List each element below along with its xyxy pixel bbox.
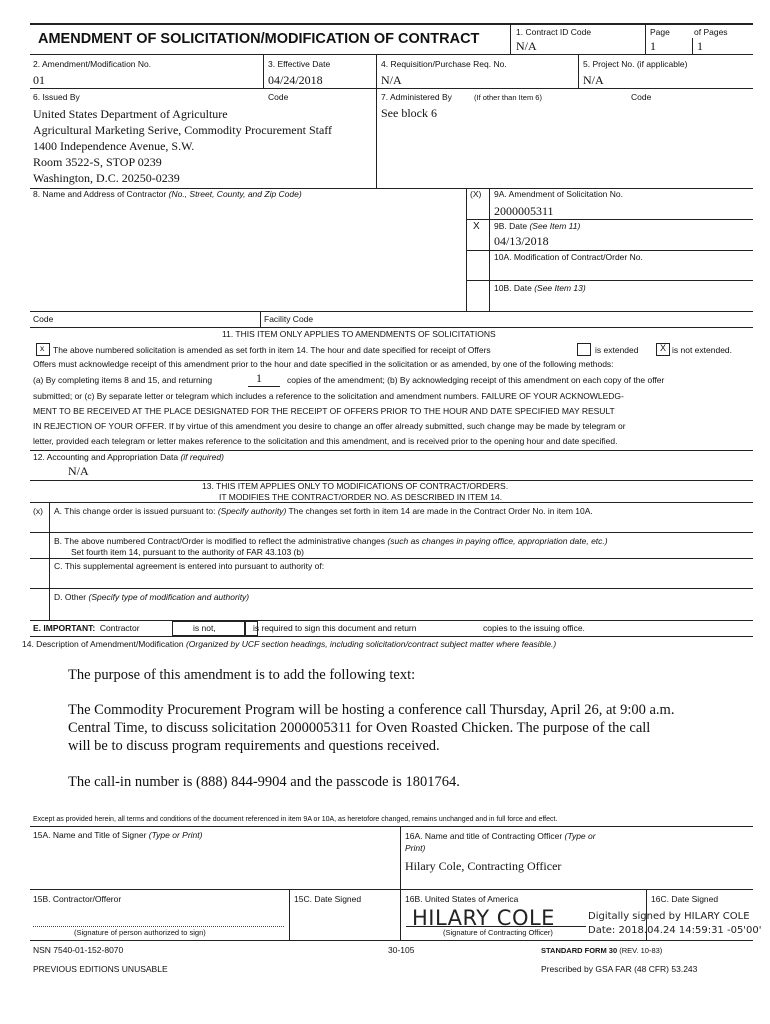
- description-para-1: The purpose of this amendment is to add the following text:: [68, 667, 416, 683]
- previous-editions: PREVIOUS EDITIONS UNUSABLE: [33, 964, 168, 974]
- item-11-line3b: copies of the amendment; (b) By acknowledging receipt of this amendment on each copy of the offer: [287, 375, 665, 385]
- date-9b-label: 9B. Date (See Item 11): [494, 221, 581, 231]
- contractor-date-label: 15C. Date Signed: [294, 894, 362, 904]
- item-13-x-header: (x): [33, 506, 43, 516]
- amendment-no-value: 01: [33, 73, 45, 87]
- solicitation-no-value: 2000005311: [494, 204, 554, 218]
- line: [30, 450, 753, 451]
- modification-no-label: 10A. Modification of Contract/Order No.: [494, 252, 643, 262]
- requisition-value: N/A: [381, 73, 402, 87]
- issued-code-label: Code: [268, 92, 289, 102]
- copies-to-office-label: copies to the issuing office.: [483, 623, 585, 633]
- contractor-code-label: Code: [33, 314, 54, 324]
- line: [263, 54, 264, 88]
- line: [466, 250, 753, 251]
- contract-id-label: 1. Contract ID Code: [516, 27, 592, 37]
- issued-by-label: 6. Issued By: [33, 92, 80, 102]
- important-label: E. IMPORTANT: Contractor: [33, 623, 140, 633]
- line: [578, 54, 579, 88]
- line: [30, 620, 753, 621]
- line: [30, 636, 753, 637]
- item-11-title: 11. THIS ITEM ONLY APPLIES TO AMENDMENTS OF SOLICITATIONS: [222, 329, 496, 339]
- except-clause: Except as provided herein, all terms and conditions of the document referenced in item 9A or 10A, as heretofore changed, remains unchanged and in full force and effect.: [33, 816, 558, 823]
- line: [510, 23, 511, 54]
- description-para-2-line-2: Central Time, to discuss solicitation 2000005311 for Oven Roasted Chicken. The purpose of the call: [68, 720, 651, 736]
- project-no-value: N/A: [583, 73, 604, 87]
- form-code: 30-105: [388, 945, 415, 955]
- contractor-label: 8. Name and Address of Contractor (No., Street, County, and Zip Code): [33, 189, 302, 199]
- line: [692, 38, 693, 54]
- line: [289, 889, 290, 940]
- administered-by-value: See block 6: [381, 106, 437, 120]
- contract-id-value: N/A: [516, 39, 537, 53]
- accounting-value: N/A: [68, 464, 89, 478]
- line: [248, 386, 280, 387]
- line: [30, 54, 753, 55]
- item-13b-text: B. The above numbered Contract/Order is modified to reflect the administrative changes (such as changes in paying office, appropriation date, etc.): [54, 536, 608, 546]
- date-10b-label: 10B. Date (See Item 13): [494, 283, 586, 293]
- date-9b-value: 04/13/2018: [494, 234, 549, 248]
- item-11-line1: The above numbered solicitation is amended as set forth in item 14. The hour and date specified for receipt of Offers: [53, 345, 491, 355]
- form-title: AMENDMENT OF SOLICITATION/MODIFICATION OF CONTRACT: [38, 31, 480, 47]
- administered-by-label: 7. Administered By: [381, 92, 452, 102]
- contractor-offeror-label: 15B. Contractor/Offeror: [33, 894, 122, 904]
- line: [30, 532, 753, 533]
- effective-date-label: 3. Effective Date: [268, 59, 331, 69]
- extended-checkbox[interactable]: [577, 343, 591, 356]
- digital-signature-stamp: Digitally signed by HILARY COLE Date: 2018.04.24 14:59:31 -05'00': [588, 911, 762, 936]
- line: [49, 502, 50, 620]
- line: [30, 502, 753, 503]
- contracting-officer-label: 16A. Name and title of Contracting Officer (Type or: [405, 831, 596, 841]
- line: [376, 54, 377, 188]
- item-11-line3a: (a) By completing items 8 and 15, and returning: [33, 375, 213, 385]
- administered-note: (If other than Item 6): [474, 93, 542, 102]
- is-required-label: is required to sign this document and return: [253, 623, 417, 633]
- item-13b-authority: Set fourth item 14, pursuant to the authority of FAR 43.103 (b): [71, 547, 304, 557]
- not-extended-label: is not extended.: [672, 345, 733, 355]
- administered-code-label: Code: [631, 92, 652, 102]
- line: [30, 889, 753, 890]
- description-para-2-line-1: The Commodity Procurement Program will be hosting a conference call Thursday, April 26, at 9:00 a.m.: [68, 702, 675, 718]
- contractor-signature-line[interactable]: [33, 926, 284, 927]
- usa-label: 16B. United States of America: [405, 894, 519, 904]
- item-11-line7: letter, provided each telegram or letter makes reference to the solicitation and this amendment, and is received prior to the opening hour and date specified.: [33, 436, 618, 446]
- description-para-2-line-3: will be to discuss program requirements and questions received.: [68, 738, 440, 754]
- officer-signature-line: [406, 926, 586, 927]
- digital-signature-name: HILARY COLE: [412, 906, 555, 930]
- line: [30, 826, 753, 827]
- project-no-label: 5. Project No. (if applicable): [583, 59, 688, 69]
- line: [466, 280, 753, 281]
- item-13-subtitle: IT MODIFIES THE CONTRACT/ORDER NO. AS DESCRIBED IN ITEM 14.: [219, 492, 503, 502]
- requisition-label: 4. Requisition/Purchase Req. No.: [381, 59, 507, 69]
- description-label: 14. Description of Amendment/Modification (Organized by UCF section headings, including solicitation/contract subject matter where feasible.): [22, 639, 557, 649]
- item-13a-text: A. This change order is issued pursuant to: (Specify authority) The changes set forth in item 14 are made in the Contract Order No. in item 10A.: [54, 506, 593, 516]
- contracting-officer-label-cont: Print): [405, 843, 426, 853]
- accounting-label: 12. Accounting and Appropriation Data (if required): [33, 452, 224, 462]
- line: [30, 940, 753, 941]
- page-label: Page: [650, 27, 670, 37]
- line: [30, 588, 753, 589]
- line: [466, 219, 753, 220]
- line: [30, 558, 753, 559]
- officer-date-label: 16C. Date Signed: [651, 894, 719, 904]
- line: [30, 88, 753, 89]
- nsn-number: NSN 7540-01-152-8070: [33, 945, 124, 955]
- item-13c-text: C. This supplemental agreement is entered into pursuant to authority of:: [54, 561, 325, 571]
- item-13-title: 13. THIS ITEM APPLIES ONLY TO MODIFICATIONS OF CONTRACT/ORDERS.: [202, 481, 509, 491]
- officer-signature-caption: (Signature of Contracting Officer): [443, 928, 553, 937]
- extended-label: is extended: [595, 345, 639, 355]
- x-column-header: (X): [470, 189, 482, 199]
- copies-value: 1: [256, 371, 262, 385]
- prescribed-by: Prescribed by GSA FAR (48 CFR) 53.243: [541, 964, 698, 974]
- issued-by-address: United States Department of Agriculture Agricultural Marketing Serive, Commodity Procurement Staff 1400 Independence Avenue, S.W. Room 3522-S, STOP 0239 Washington, D.C. 20250-0239: [33, 107, 333, 185]
- not-extended-checkbox[interactable]: X: [656, 343, 670, 356]
- facility-code-label: Facility Code: [264, 314, 314, 324]
- standard-form: STANDARD FORM 30 (REV. 10-83): [541, 946, 663, 955]
- line: [260, 311, 261, 327]
- effective-date-value: 04/24/2018: [268, 73, 323, 87]
- item-11-line6: IN REJECTION OF YOUR OFFER. If by virtue of this amendment you desire to change an offer already submitted, such change may be made by telegram or: [33, 421, 626, 431]
- line: [30, 327, 753, 328]
- amendment-no-label: 2. Amendment/Modification No.: [33, 59, 152, 69]
- contractor-signature-caption: (Signature of person authorized to sign): [74, 928, 206, 937]
- signer-name-label: 15A. Name and Title of Signer (Type or Print): [33, 830, 203, 840]
- line: [400, 826, 401, 940]
- line: [645, 23, 646, 54]
- block-9b-checkmark: X: [473, 221, 480, 232]
- description-para-3: The call-in number is (888) 844-9904 and the passcode is 1801764.: [68, 774, 460, 790]
- line: [30, 311, 753, 312]
- item-13d-text: D. Other (Specify type of modification and authority): [54, 592, 250, 602]
- item-11-line5: MENT TO BE RECEIVED AT THE PLACE DESIGNATED FOR THE RECEIPT OF OFFERS PRIOR TO THE HOUR AND DATE SPECIFIED MAY RESULT: [33, 406, 615, 416]
- item-11-line2: Offers must acknowledge receipt of this amendment prior to the hour and date specified in the solicitation or as amended, by one of the following methods:: [33, 359, 614, 369]
- item-11-checkbox[interactable]: x: [36, 343, 50, 356]
- of-pages-label: of Pages: [694, 27, 728, 37]
- contracting-officer-value: Hilary Cole, Contracting Officer: [405, 859, 562, 873]
- page-value: 1: [650, 39, 656, 53]
- solicitation-no-label: 9A. Amendment of Solicitation No.: [494, 189, 623, 199]
- item-11-line4: submitted; or (c) By separate letter or telegram which includes a reference to the solicitation and amendment numbers. FAILURE OF YOUR ACKNOWLEDG-: [33, 391, 624, 401]
- is-not-checkbox[interactable]: is not,: [172, 621, 246, 636]
- of-pages-value: 1: [697, 39, 703, 53]
